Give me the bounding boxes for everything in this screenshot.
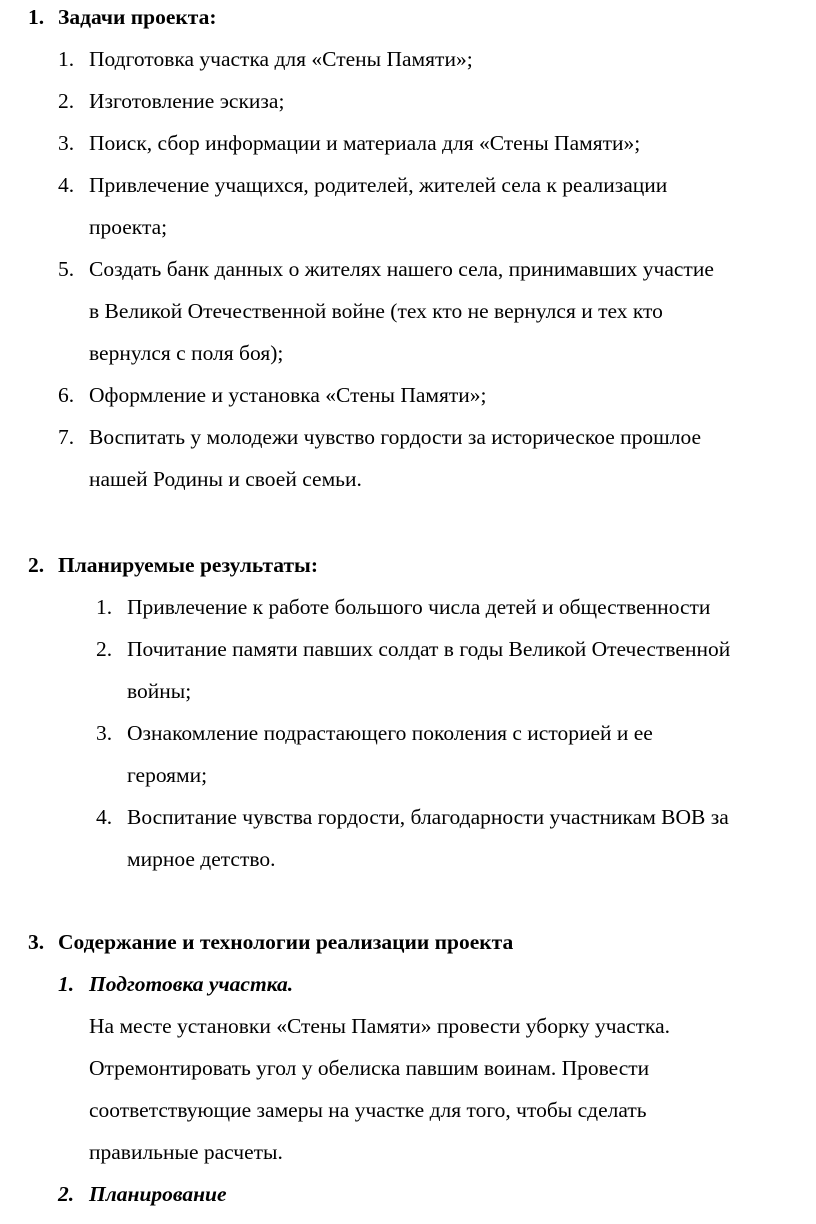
subsection-number: 2. xyxy=(58,1182,75,1206)
list-item-continuation xyxy=(0,206,816,248)
list-item-number: 6. xyxy=(58,383,75,407)
list-item-text: Поиск, сбор информации и материала для «Стены Памяти»; xyxy=(89,131,641,155)
list-item-text: вернулся с поля боя); xyxy=(89,341,284,365)
list-item xyxy=(0,628,816,670)
list-item-number: 3. xyxy=(58,131,75,155)
list-item xyxy=(0,796,816,838)
section-title: Задачи проекта: xyxy=(58,5,217,29)
list-item-text: нашей Родины и своей семьи. xyxy=(89,467,362,491)
paragraph-line xyxy=(0,1089,816,1131)
section-expected-results xyxy=(0,544,816,880)
list-item-text: Почитание памяти павших солдат в годы Великой Отечественной xyxy=(127,637,731,661)
section-title: Содержание и технологии реализации проекта xyxy=(58,930,514,954)
section-number: 2. xyxy=(28,553,45,577)
list-item xyxy=(0,416,816,458)
list-item xyxy=(0,80,816,122)
list-item-continuation xyxy=(0,458,816,500)
subsection-title: Подготовка участка. xyxy=(89,972,294,996)
list-item-number: 4. xyxy=(96,805,113,829)
list-item-text: войны; xyxy=(127,679,192,703)
list-item-number: 3. xyxy=(96,721,113,745)
list-item xyxy=(0,586,816,628)
list-item-text: Оформление и установка «Стены Памяти»; xyxy=(89,383,487,407)
list-item-text: в Великой Отечественной войне (тех кто не вернулся и тех кто xyxy=(89,299,663,323)
list-item xyxy=(0,164,816,206)
section-number: 1. xyxy=(28,5,45,29)
paragraph-text: правильные расчеты. xyxy=(89,1140,283,1164)
list-item xyxy=(0,248,816,290)
list-item-text: Привлечение к работе большого числа детей и общественности xyxy=(127,595,711,619)
list-item-continuation xyxy=(0,838,816,880)
section-project-tasks xyxy=(0,0,816,500)
section-heading xyxy=(0,921,816,963)
list-item-number: 5. xyxy=(58,257,75,281)
list-item-text: Привлечение учащихся, родителей, жителей села к реализации xyxy=(89,173,668,197)
list-item-text: проекта; xyxy=(89,215,168,239)
list-item-text: героями; xyxy=(127,763,208,787)
list-item-number: 4. xyxy=(58,173,75,197)
list-item xyxy=(0,122,816,164)
paragraph-line xyxy=(0,1047,816,1089)
list-item-continuation xyxy=(0,754,816,796)
list-item xyxy=(0,374,816,416)
paragraph-text: Отремонтировать угол у обелиска павшим воинам. Провести xyxy=(89,1056,650,1080)
list-item-text: Создать банк данных о жителях нашего села, принимавших участие xyxy=(89,257,714,281)
paragraph-text: На месте установки «Стены Памяти» провести уборку участка. xyxy=(89,1014,671,1038)
list-item-number: 2. xyxy=(96,637,113,661)
list-item-number: 1. xyxy=(58,47,75,71)
list-item-continuation xyxy=(0,670,816,712)
section-content-technologies xyxy=(0,921,816,1215)
section-heading xyxy=(0,544,816,586)
subsection-number: 1. xyxy=(58,972,75,996)
subsection-title: Планирование xyxy=(89,1182,227,1206)
list-item-text: мирное детство. xyxy=(127,847,276,871)
list-item-text: Подготовка участка для «Стены Памяти»; xyxy=(89,47,473,71)
list-item-number: 2. xyxy=(58,89,75,113)
section-title: Планируемые результаты: xyxy=(58,553,319,577)
section-number: 3. xyxy=(28,930,45,954)
subsection-heading xyxy=(0,1173,816,1215)
section-heading xyxy=(0,0,816,38)
list-item-continuation xyxy=(0,332,816,374)
list-item-number: 7. xyxy=(58,425,75,449)
paragraph-line xyxy=(0,1005,816,1047)
list-item-text: Воспитание чувства гордости, благодарности участникам ВОВ за xyxy=(127,805,729,829)
list-item xyxy=(0,38,816,80)
list-item-number: 1. xyxy=(96,595,113,619)
list-item-text: Воспитать у молодежи чувство гордости за историческое прошлое xyxy=(89,425,702,449)
list-item xyxy=(0,712,816,754)
list-item-continuation xyxy=(0,290,816,332)
subsection-heading xyxy=(0,963,816,1005)
paragraph-text: соответствующие замеры на участке для того, чтобы сделать xyxy=(89,1098,647,1122)
list-item-text: Ознакомление подрастающего поколения с историей и ее xyxy=(127,721,653,745)
paragraph-line xyxy=(0,1131,816,1173)
list-item-text: Изготовление эскиза; xyxy=(89,89,285,113)
